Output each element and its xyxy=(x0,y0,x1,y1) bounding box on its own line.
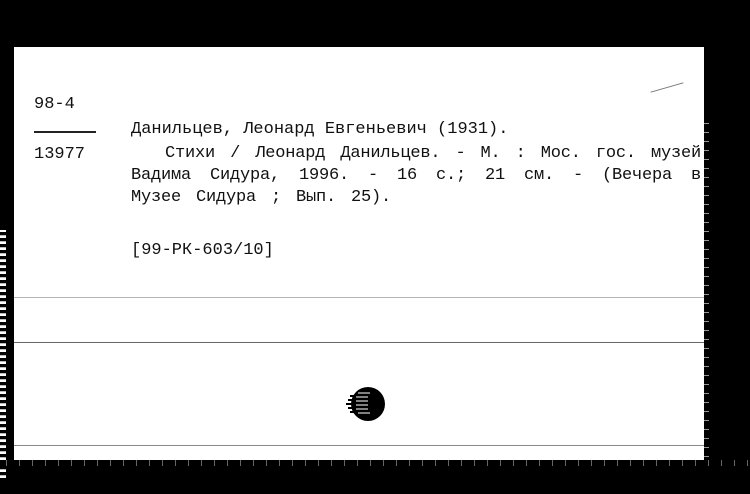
catalog-card xyxy=(14,47,704,460)
card-rule-line xyxy=(14,297,704,298)
accession-number: 13977 xyxy=(34,145,86,164)
call-number-divider xyxy=(34,131,96,133)
control-number: [99-РК-603/10] xyxy=(131,241,274,260)
card-rule-line xyxy=(14,342,704,343)
card-punch-hole-icon xyxy=(346,384,388,424)
scan-edge-noise-left xyxy=(0,230,6,480)
card-rule-line xyxy=(14,445,704,446)
pencil-mark xyxy=(651,82,684,92)
scan-edge-noise-right xyxy=(704,120,709,460)
call-number: 98-4 xyxy=(34,95,75,114)
author-heading: Данильцев, Леонард Евгеньевич (1931). xyxy=(131,120,509,139)
scan-edge-noise-bottom xyxy=(0,460,750,466)
bibliographic-description: Стихи / Леонард Данильцев. - М. : Мос. гос. музей Вадима Сидура, 1996. - 16 с.; 21 см. - (Вечера в Музее Сидура ; Вып. 25). xyxy=(131,144,701,207)
